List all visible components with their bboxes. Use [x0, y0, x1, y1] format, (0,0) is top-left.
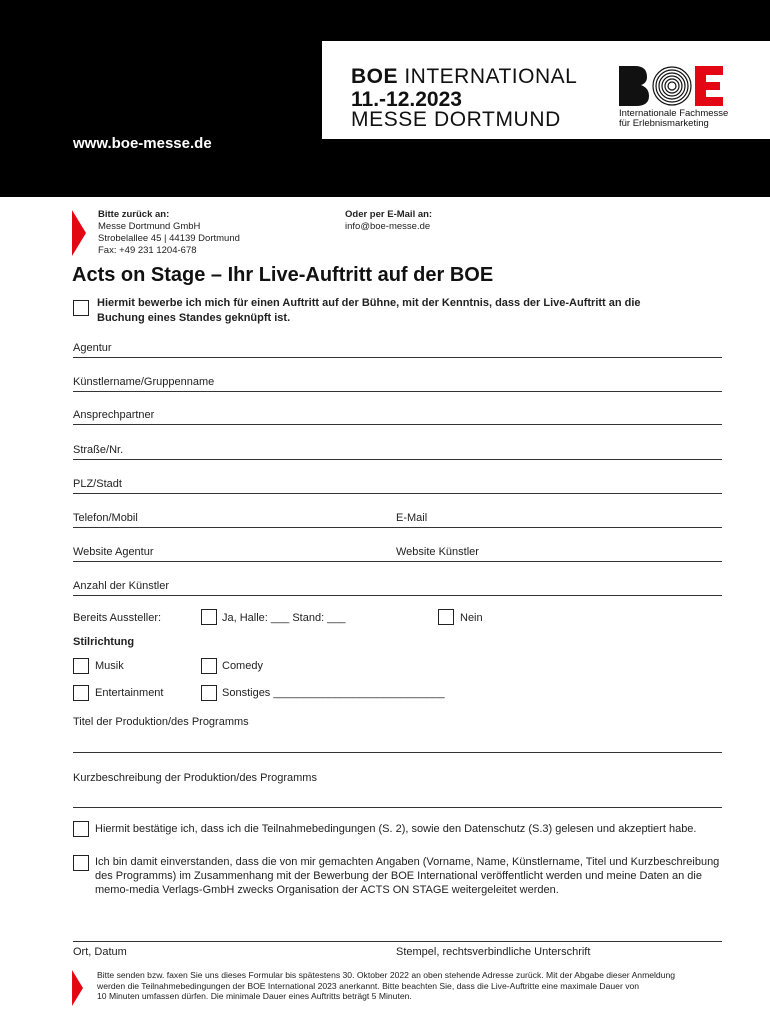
header-title-panel [322, 41, 770, 139]
website-kuenstler-label: Website Künstler [396, 546, 479, 558]
form-title: Acts on Stage – Ihr Live-Auftritt auf der BOE [72, 264, 494, 286]
kurz-field[interactable] [73, 807, 722, 808]
kuenstlername-field[interactable] [73, 391, 722, 392]
strasse-field[interactable] [73, 459, 722, 460]
sonstiges-checkbox[interactable] [201, 685, 217, 701]
header-banner [0, 0, 770, 197]
return-address: Bitte zurück an: Messe Dortmund GmbH Strobelallee 45 | 44139 Dortmund Fax: +49 231 1204-678 [98, 209, 240, 256]
email-label: E-Mail [396, 512, 428, 524]
entertainment-label: Entertainment [95, 687, 164, 699]
agentur-field[interactable] [73, 357, 722, 358]
logo-subtitle: Internationale Fachmesse für Erlebnismarketing [619, 108, 729, 129]
website-link[interactable]: www.boe-messe.de [73, 135, 212, 152]
anzahl-label: Anzahl der Künstler [73, 580, 169, 592]
kurz-label: Kurzbeschreibung der Produktion/des Programms [73, 772, 317, 784]
website-field[interactable] [73, 561, 722, 562]
apply-checkbox[interactable] [73, 300, 89, 316]
consent-publish-checkbox[interactable] [73, 855, 89, 871]
musik-label: Musik [95, 660, 124, 672]
aussteller-ja-label: Ja, Halle: ___ Stand: ___ [222, 612, 346, 624]
aussteller-label: Bereits Aussteller: [73, 612, 162, 624]
titel-label: Titel der Produktion/des Programms [73, 716, 249, 728]
stil-heading: Stilrichtung [73, 636, 135, 648]
telefon-email-field[interactable] [73, 527, 722, 528]
event-name: BOE INTERNATIONAL [351, 65, 578, 88]
plz-field[interactable] [73, 493, 722, 494]
musik-checkbox[interactable] [73, 658, 89, 674]
apply-text: Hiermit bewerbe ich mich für einen Auftritt auf der Bühne, mit der Kenntnis, dass der Live-Auftritt an die Buchung eines Standes geknüpft ist. [97, 297, 641, 324]
email-link[interactable]: info@boe-messe.de [345, 221, 431, 232]
event-date: 11.-12.2023 [351, 88, 462, 111]
aussteller-ja-checkbox[interactable] [201, 609, 217, 625]
aussteller-nein-label: Nein [460, 612, 483, 624]
comedy-label: Comedy [222, 660, 263, 672]
plz-label: PLZ/Stadt [73, 478, 122, 490]
event-venue: MESSE DORTMUND [351, 108, 561, 131]
entertainment-checkbox[interactable] [73, 685, 89, 701]
anzahl-field[interactable] [73, 595, 722, 596]
ort-datum-label: Ort, Datum [73, 946, 127, 958]
red-arrow-icon [72, 210, 86, 256]
aussteller-nein-checkbox[interactable] [438, 609, 454, 625]
strasse-label: Straße/Nr. [73, 444, 124, 456]
consent-publish-text: Ich bin damit einverstanden, dass die von mir gemachten Angaben (Vorname, Name, Künstlername, Titel und Kurzbeschreibung des Programms) im Zusammenhang mit der Bewerbung der BOE International veröffentlicht werden und meine Daten an die memo-media Verlags-GmbH zwecks Organisation der ACTS ON STAGE weitergeleitet werden. [95, 856, 720, 896]
stempel-label: Stempel, rechtsverbindliche Unterschrift [396, 946, 591, 958]
website-agentur-label: Website Agentur [73, 546, 154, 558]
ansprechpartner-label: Ansprechpartner [73, 409, 155, 421]
consent-terms-checkbox[interactable] [73, 821, 89, 837]
signature-field[interactable] [73, 941, 722, 942]
email-address-block: Oder per E-Mail an: info@boe-messe.de [345, 209, 433, 232]
kuenstlername-label: Künstlername/Gruppenname [73, 376, 215, 388]
ansprechpartner-field[interactable] [73, 424, 722, 425]
red-arrow-icon [72, 970, 83, 1006]
consent-terms-text: Hiermit bestätige ich, dass ich die Teilnahmebedingungen (S. 2), sowie den Datenschutz (S.3) gelesen und akzeptiert habe. [95, 823, 697, 835]
telefon-label: Telefon/Mobil [73, 512, 138, 524]
agentur-label: Agentur [73, 342, 112, 354]
comedy-checkbox[interactable] [201, 658, 217, 674]
titel-field[interactable] [73, 752, 722, 753]
footer-note: Bitte senden bzw. faxen Sie uns dieses Formular bis spätestens 30. Oktober 2022 an oben stehende Adresse zurück. Mit der Abgabe dieser Anmeldung werden die Teilnahmebedingungen der BOE International 2023 anerkannt. Bitte beachten Sie, dass die Live-Auftritte eine maximale Dauer von 10 Minuten umfassen dürfen. Die minimale Dauer eines Auftritts beträgt 5 Minuten. [97, 970, 676, 1002]
sonstiges-label[interactable]: Sonstiges ____________________________ [222, 687, 445, 699]
